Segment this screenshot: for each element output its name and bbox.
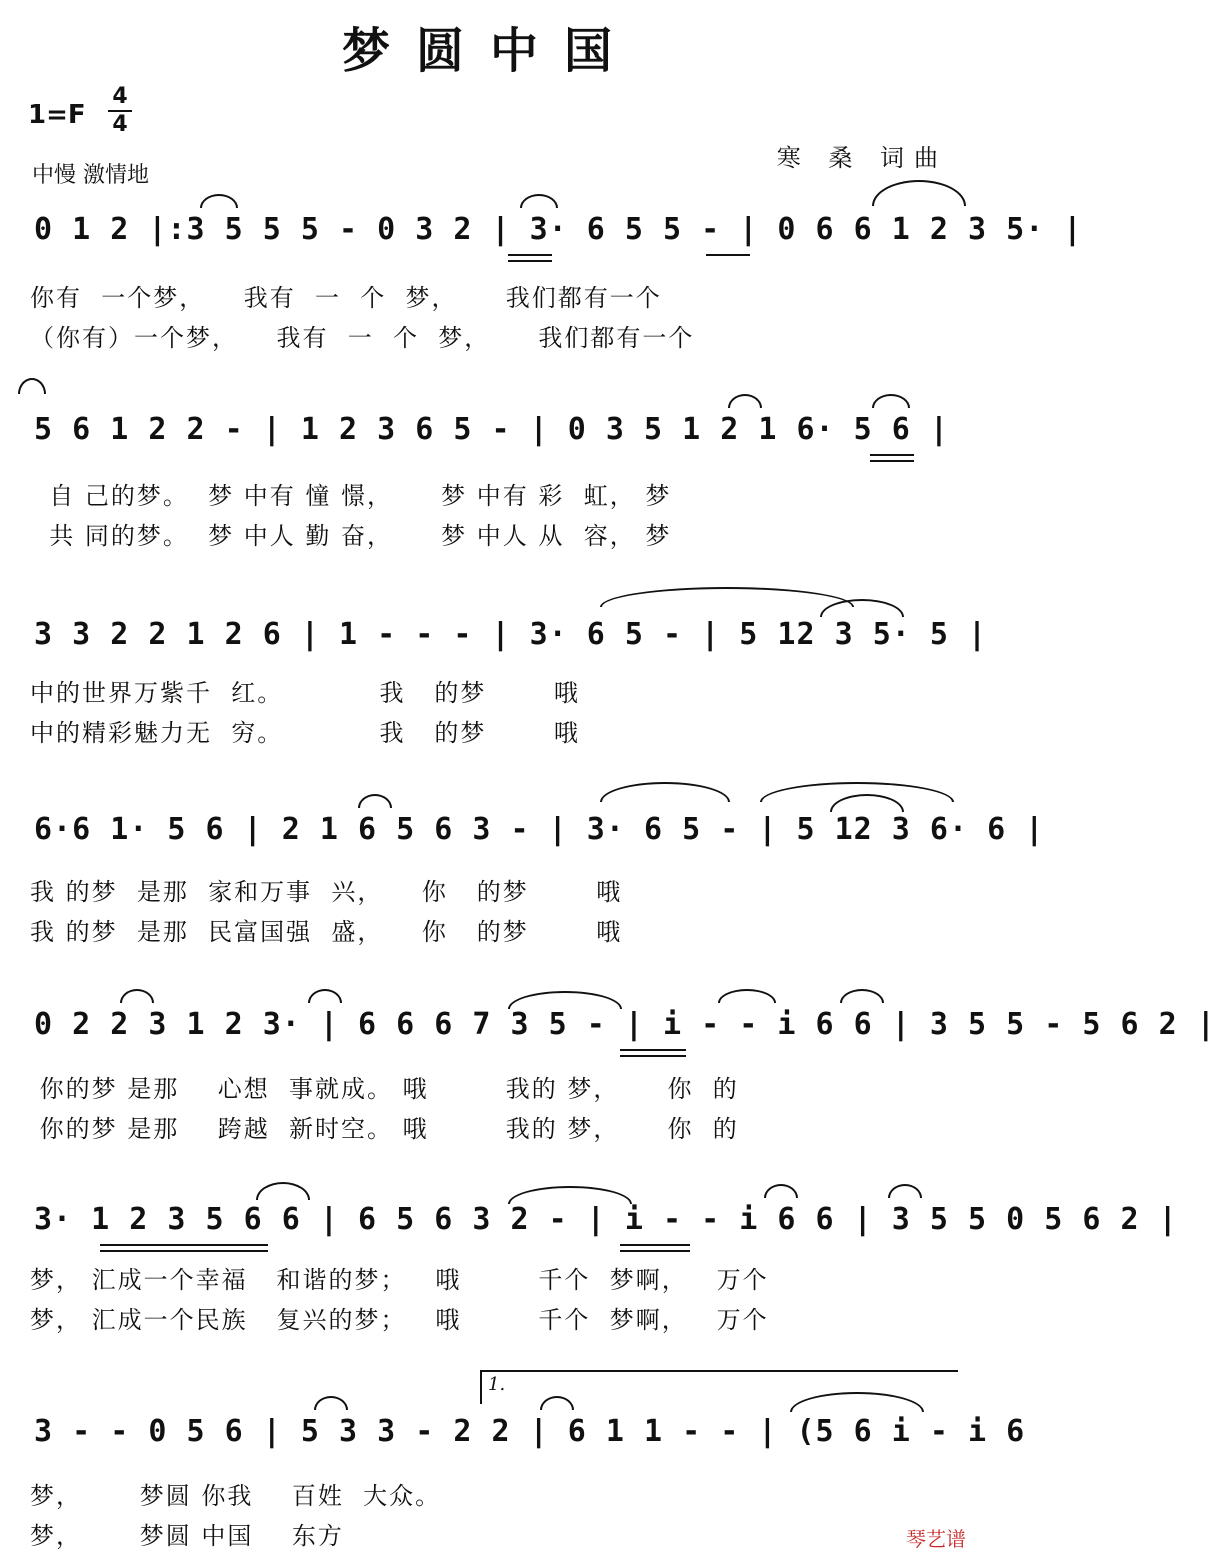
beam <box>620 1244 690 1246</box>
lyrics-verse-1: 自 己的梦。 梦 中有 憧 憬， 梦 中有 彩 虹， 梦 <box>30 482 672 510</box>
lyrics-verse-2: 我 的梦 是那 民富国强 盛， 你 的梦 哦 <box>30 918 623 946</box>
beam <box>620 1055 686 1057</box>
lyrics-verse-2: 你的梦 是那 跨越 新时空。 哦 我的 梦， 你 的 <box>30 1115 739 1143</box>
notation-line: 6·6 1· 5 6 | 2 1 6 5 6 3 - | 3· 6 5 - | 5 12 3 6· 6 | <box>34 812 1045 847</box>
beam <box>870 454 914 456</box>
key-signature: 1=F <box>28 100 86 130</box>
slur <box>200 194 238 208</box>
slur <box>256 1182 310 1200</box>
lyrics-verse-1: 梦， 汇成一个幸福 和谐的梦； 哦 千个 梦啊， 万个 <box>30 1266 769 1294</box>
slur <box>872 394 910 408</box>
beam <box>508 260 552 262</box>
time-signature <box>108 86 132 136</box>
lyrics-verse-1: 你的梦 是那 心想 事就成。 哦 我的 梦， 你 的 <box>30 1075 739 1103</box>
slur <box>358 794 392 808</box>
notation-line: 3 3 2 2 1 2 6 | 1 - - - | 3· 6 5 - | 5 12 3 5· 5 | <box>34 617 988 652</box>
beam <box>706 254 750 256</box>
slur <box>764 1184 798 1198</box>
beam <box>870 460 914 462</box>
tie <box>600 782 730 802</box>
slur <box>314 1396 348 1410</box>
slur <box>872 180 966 206</box>
notation-line: 3 - - 0 5 6 | 5 3 3 - 2 2 | 6 1 1 - - | (5 6 i - i 6 <box>34 1414 1026 1449</box>
slur <box>308 989 342 1003</box>
lyrics-verse-2: 中的精彩魅力无 穷。 我 的梦 哦 <box>30 719 580 747</box>
site-logo: 琴艺谱 <box>906 1527 966 1551</box>
slur <box>120 989 154 1003</box>
notation-line: 3· 1 2 3 5 6 6 | 6 5 6 3 2 - | i - - i 6 6 | 3 5 5 0 5 6 2 | <box>34 1202 1178 1237</box>
time-signature-top: 4 <box>112 84 128 109</box>
slur <box>18 378 46 394</box>
beam <box>100 1250 268 1252</box>
lyrics-verse-2: 共 同的梦。 梦 中人 勤 奋， 梦 中人 从 容， 梦 <box>30 522 672 550</box>
slur <box>888 1184 922 1198</box>
notation-line: 0 2 2 3 1 2 3· | 6 6 6 7 3 5 - | i - - i 6 6 | 3 5 5 - 5 6 2 | <box>34 1007 1216 1042</box>
time-signature-bottom: 4 <box>112 112 128 137</box>
tie <box>600 587 854 607</box>
beam <box>620 1049 686 1051</box>
beam <box>620 1250 690 1252</box>
lyrics-verse-2: （你有）一个梦， 我有 一 个 梦， 我们都有一个 <box>30 324 695 352</box>
tempo-marking: 中慢 激情地 <box>32 163 149 188</box>
lyrics-verse-2: 梦， 汇成一个民族 复兴的梦； 哦 千个 梦啊， 万个 <box>30 1306 769 1334</box>
lyrics-verse-1: 我 的梦 是那 家和万事 兴， 你 的梦 哦 <box>30 878 623 906</box>
lyrics-verse-1: 梦， 梦圆 你我 百姓 大众。 <box>30 1482 442 1510</box>
slur <box>520 194 558 208</box>
volta-label: 1. <box>488 1374 506 1395</box>
beam <box>508 254 552 256</box>
notation-line: 0 1 2 |:3 5 5 5 - 0 3 2 | 3· 6 5 5 - | 0 6 6 1 2 3 5· | <box>34 212 1083 247</box>
slur <box>840 989 884 1003</box>
notation-line: 5 6 1 2 2 - | 1 2 3 6 5 - | 0 3 5 1 2 1 6· 5 6 | <box>34 412 949 447</box>
lyrics-verse-1: 你有 一个梦， 我有 一 个 梦， 我们都有一个 <box>30 284 662 312</box>
slur <box>718 989 776 1003</box>
song-title: 梦圆中国 <box>341 23 638 79</box>
beam <box>100 1244 268 1246</box>
lyrics-verse-2: 梦， 梦圆 中国 东方 <box>30 1522 344 1550</box>
composer-credit: 寒 桑 词曲 <box>776 144 948 172</box>
slur <box>728 394 762 408</box>
lyrics-verse-1: 中的世界万紫千 红。 我 的梦 哦 <box>30 679 580 707</box>
